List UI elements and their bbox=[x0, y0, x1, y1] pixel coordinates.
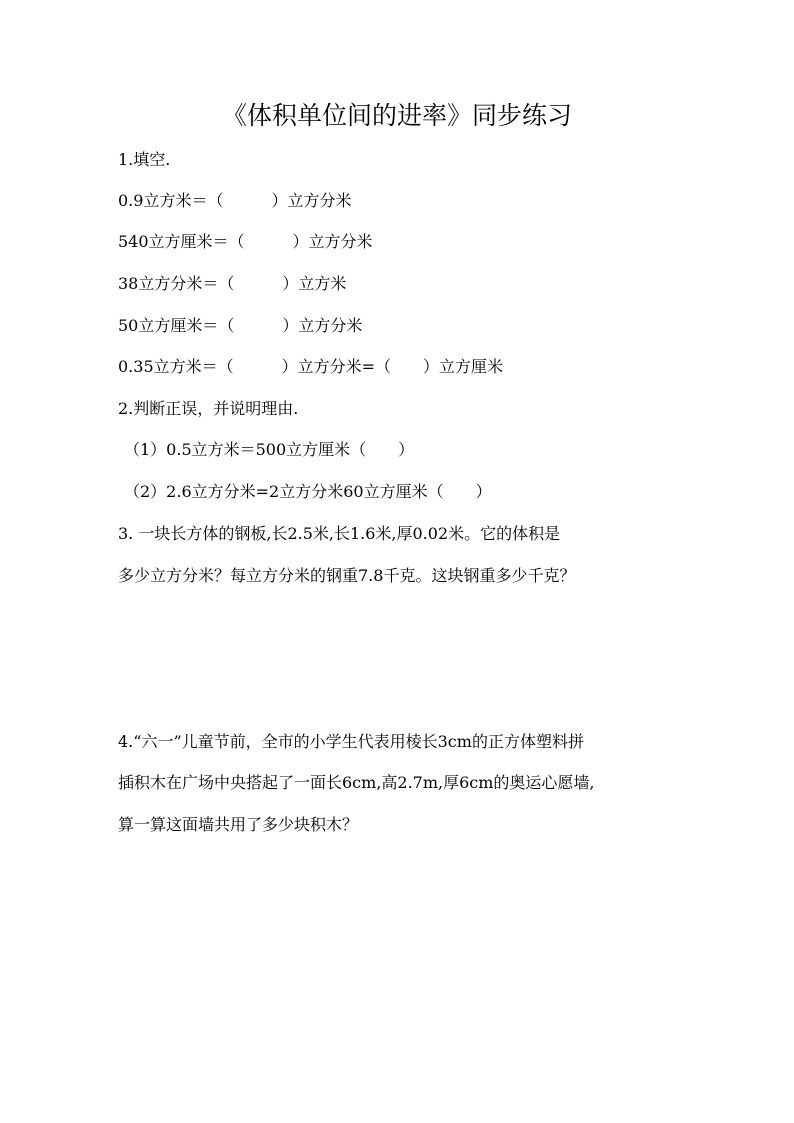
question-1-item: 0.35立方米＝（ ）立方分米=（ ）立方厘米 bbox=[118, 357, 504, 376]
question-4-line: 插积木在广场中央搭起了一面长6cm,高2.7m,厚6cm的奥运心愿墙, bbox=[118, 773, 595, 792]
page-title: 《体积单位间的进率》同步练习 bbox=[221, 101, 572, 130]
question-2-item: （2）2.6立方分米=2立方分米60立方厘米（ ） bbox=[124, 482, 492, 501]
question-1-item: 0.9立方米＝（ ）立方分米 bbox=[118, 191, 352, 210]
question-1-item: 38立方分米＝（ ）立方米 bbox=[118, 274, 347, 293]
question-1-item: 540立方厘米＝（ ）立方分米 bbox=[118, 232, 373, 251]
question-4-line: 算一算这面墙共用了多少块积木？ bbox=[118, 815, 359, 834]
question-2-item: （1）0.5立方米＝500立方厘米（ ） bbox=[124, 440, 415, 459]
question-3-line: 多少立方分米？每立方分米的钢重7.8千克。这块钢重多少千克？ bbox=[118, 566, 576, 585]
question-3-line: 3. 一块长方体的钢板,长2.5米,长1.6米,厚0.02米。它的体积是 bbox=[118, 524, 561, 543]
question-4-line: 4.“六一”儿童节前，全市的小学生代表用棱长3cm的正方体塑料拼 bbox=[118, 732, 584, 751]
question-1-item: 50立方厘米＝（ ）立方分米 bbox=[118, 316, 363, 335]
question-1-heading: 1.填空. bbox=[118, 150, 171, 169]
question-2-heading: 2.判断正误，并说明理由. bbox=[118, 399, 299, 418]
